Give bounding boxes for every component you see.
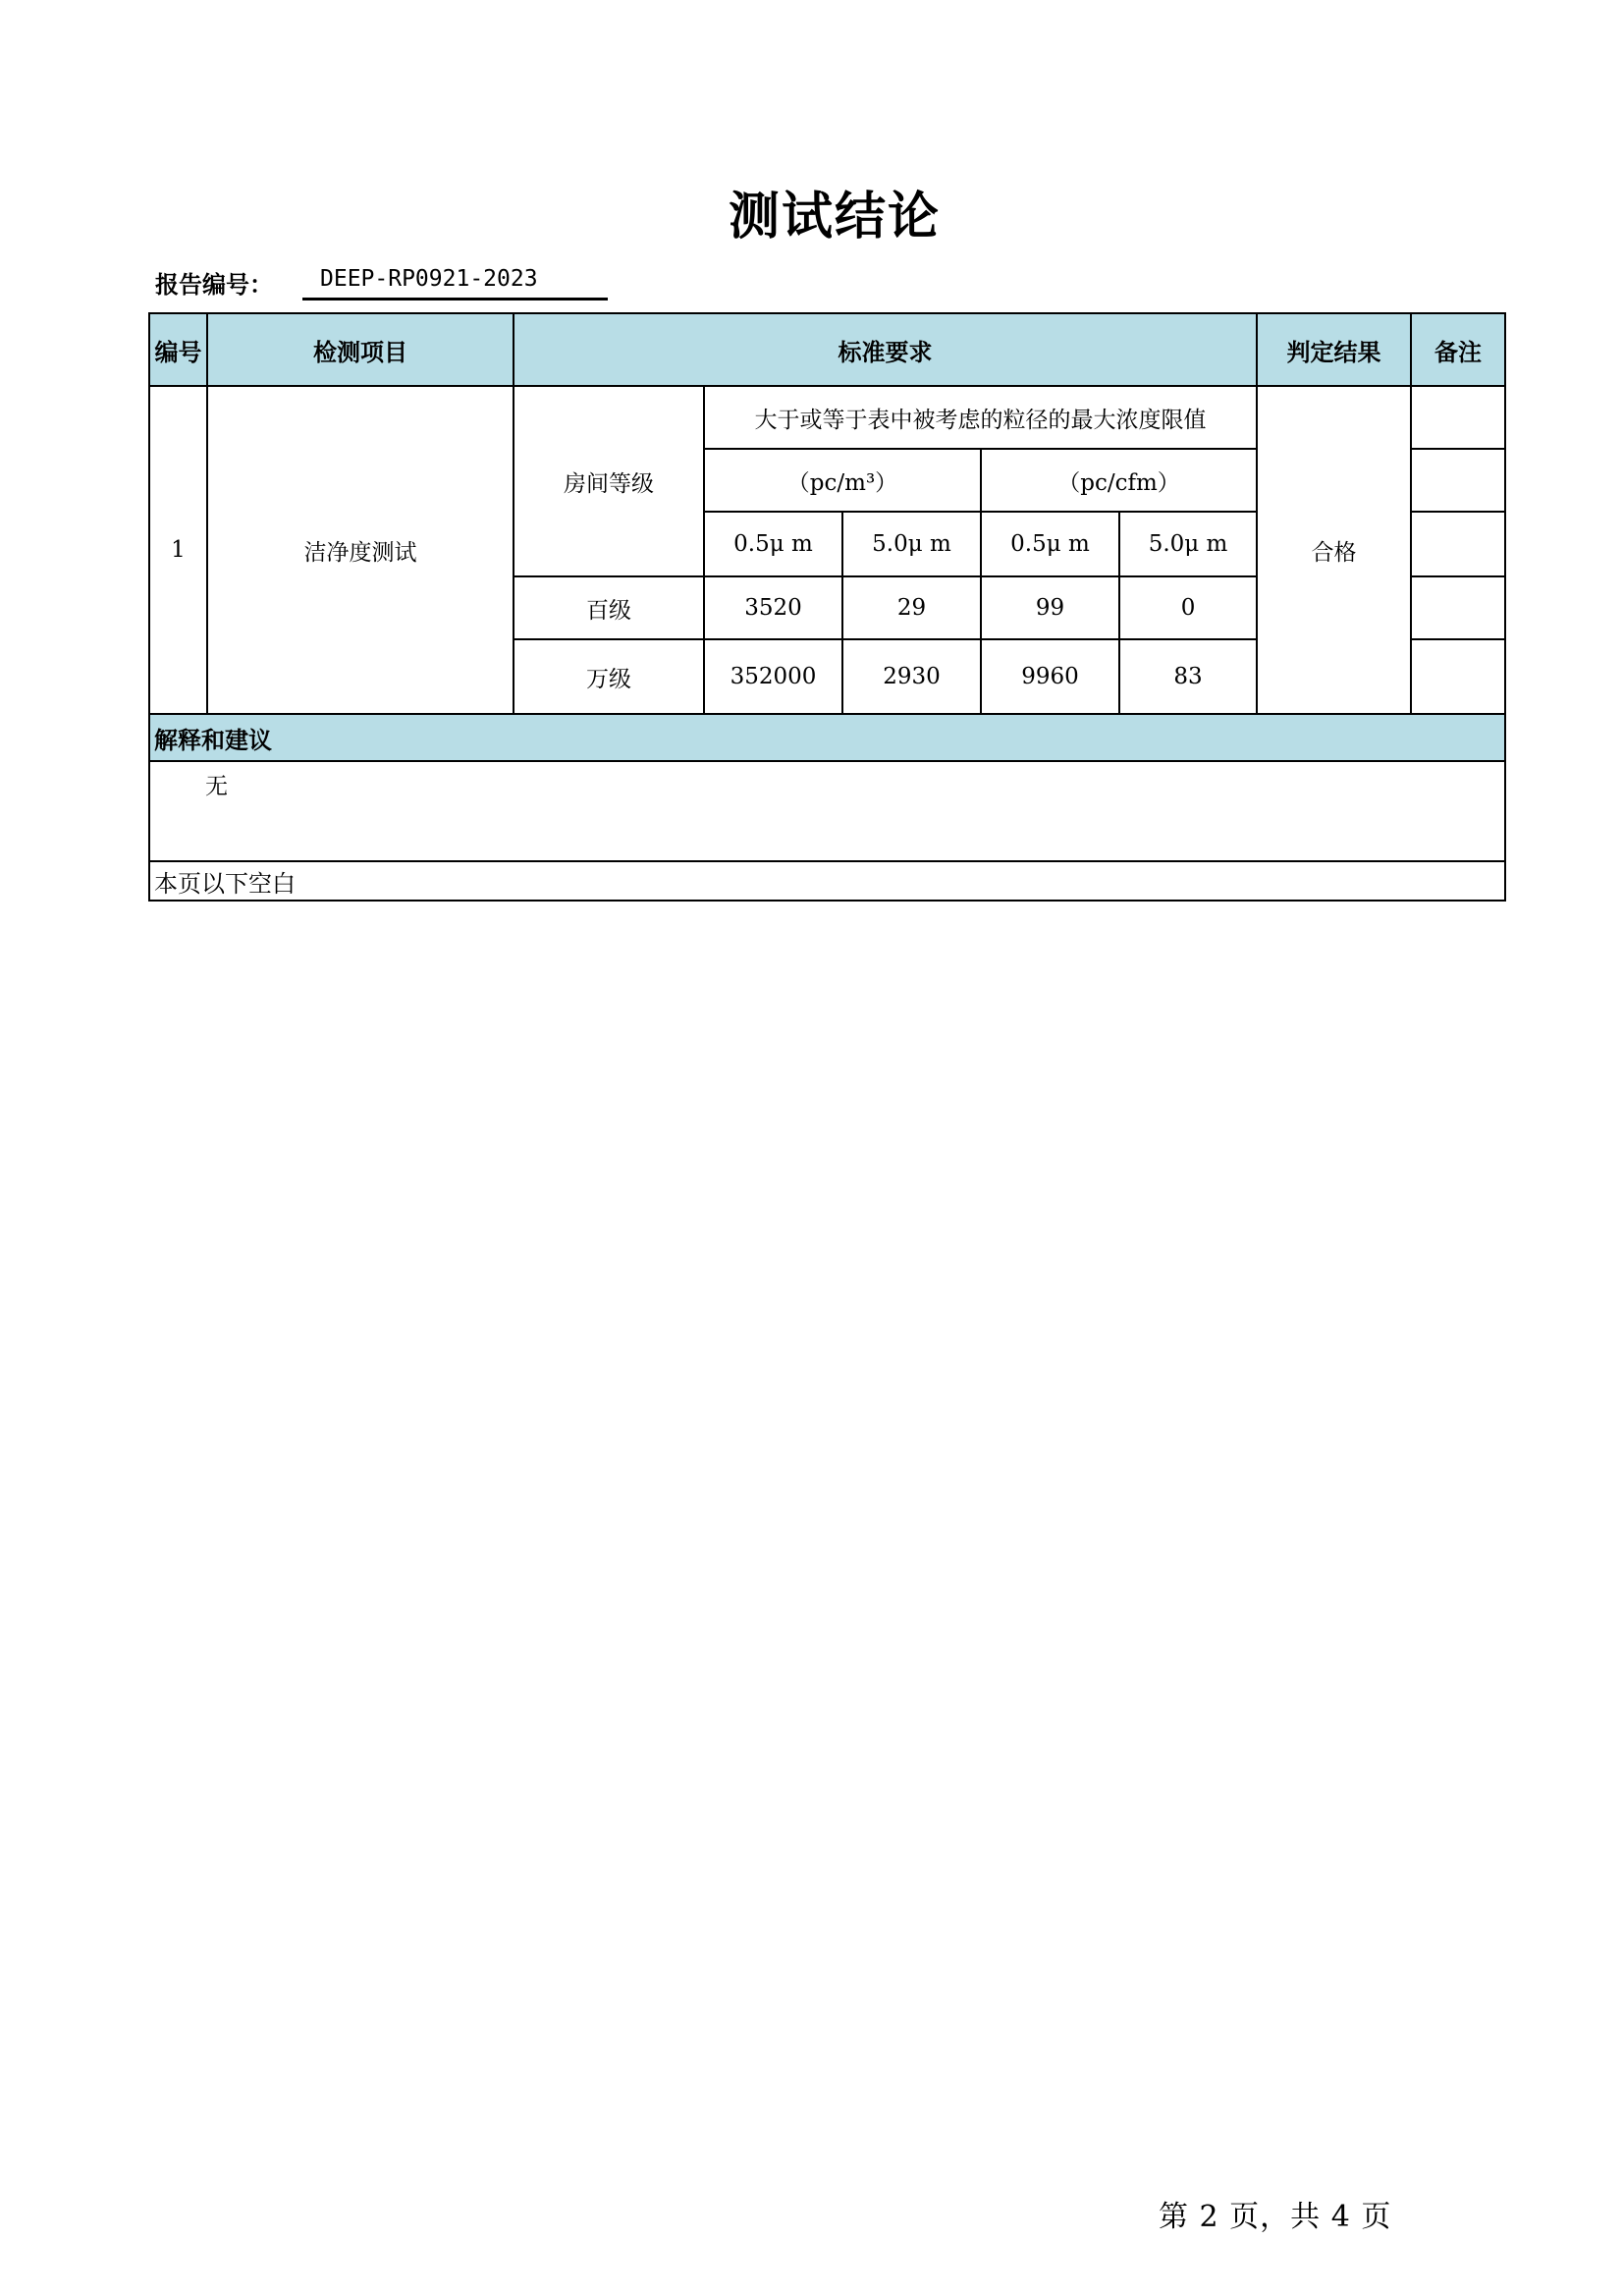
advice-label: 解释和建议	[149, 714, 1505, 761]
remark-cell	[1411, 512, 1505, 576]
header-standard: 标准要求	[514, 313, 1257, 386]
header-remark: 备注	[1411, 313, 1505, 386]
limit-value: 99	[981, 576, 1119, 639]
limit-value: 9960	[981, 639, 1119, 714]
unit-cfm: （pc/cfm）	[981, 449, 1257, 512]
blank-note: 本页以下空白	[149, 861, 1505, 901]
particle-size: 0.5μ m	[704, 512, 842, 576]
result-value: 合格	[1257, 386, 1411, 714]
limit-value: 29	[842, 576, 981, 639]
advice-header-row	[149, 714, 1505, 761]
report-number-value: DEEP-RP0921-2023	[302, 261, 608, 301]
particle-size: 0.5μ m	[981, 512, 1119, 576]
table-row	[149, 386, 1505, 449]
results-table	[148, 312, 1506, 902]
page-number: 第 2 页，共 4 页	[1159, 2200, 1392, 2234]
limit-value: 83	[1119, 639, 1257, 714]
remark-cell	[1411, 386, 1505, 449]
remark-cell	[1411, 449, 1505, 512]
header-row	[149, 313, 1505, 386]
limit-value: 3520	[704, 576, 842, 639]
remark-cell	[1411, 576, 1505, 639]
test-item: 洁净度测试	[207, 386, 514, 714]
particle-size: 5.0μ m	[842, 512, 981, 576]
remark-cell	[1411, 639, 1505, 714]
header-no: 编号	[149, 313, 207, 386]
advice-row	[149, 761, 1505, 861]
header-item: 检测项目	[207, 313, 514, 386]
limit-value: 352000	[704, 639, 842, 714]
header-result: 判定结果	[1257, 313, 1411, 386]
unit-m3: （pc/m³）	[704, 449, 981, 512]
report-number-label: 报告编号：	[155, 271, 273, 299]
limit-description: 大于或等于表中被考虑的粒径的最大浓度限值	[704, 386, 1257, 449]
class-name: 万级	[514, 639, 704, 714]
limit-value: 2930	[842, 639, 981, 714]
class-name: 百级	[514, 576, 704, 639]
limit-value: 0	[1119, 576, 1257, 639]
page-title: 测试结论	[728, 188, 941, 246]
blank-note-row	[149, 861, 1505, 901]
particle-size: 5.0μ m	[1119, 512, 1257, 576]
room-class-label: 房间等级	[514, 386, 704, 576]
row-number: 1	[149, 386, 207, 714]
advice-text: 无	[149, 761, 1505, 861]
